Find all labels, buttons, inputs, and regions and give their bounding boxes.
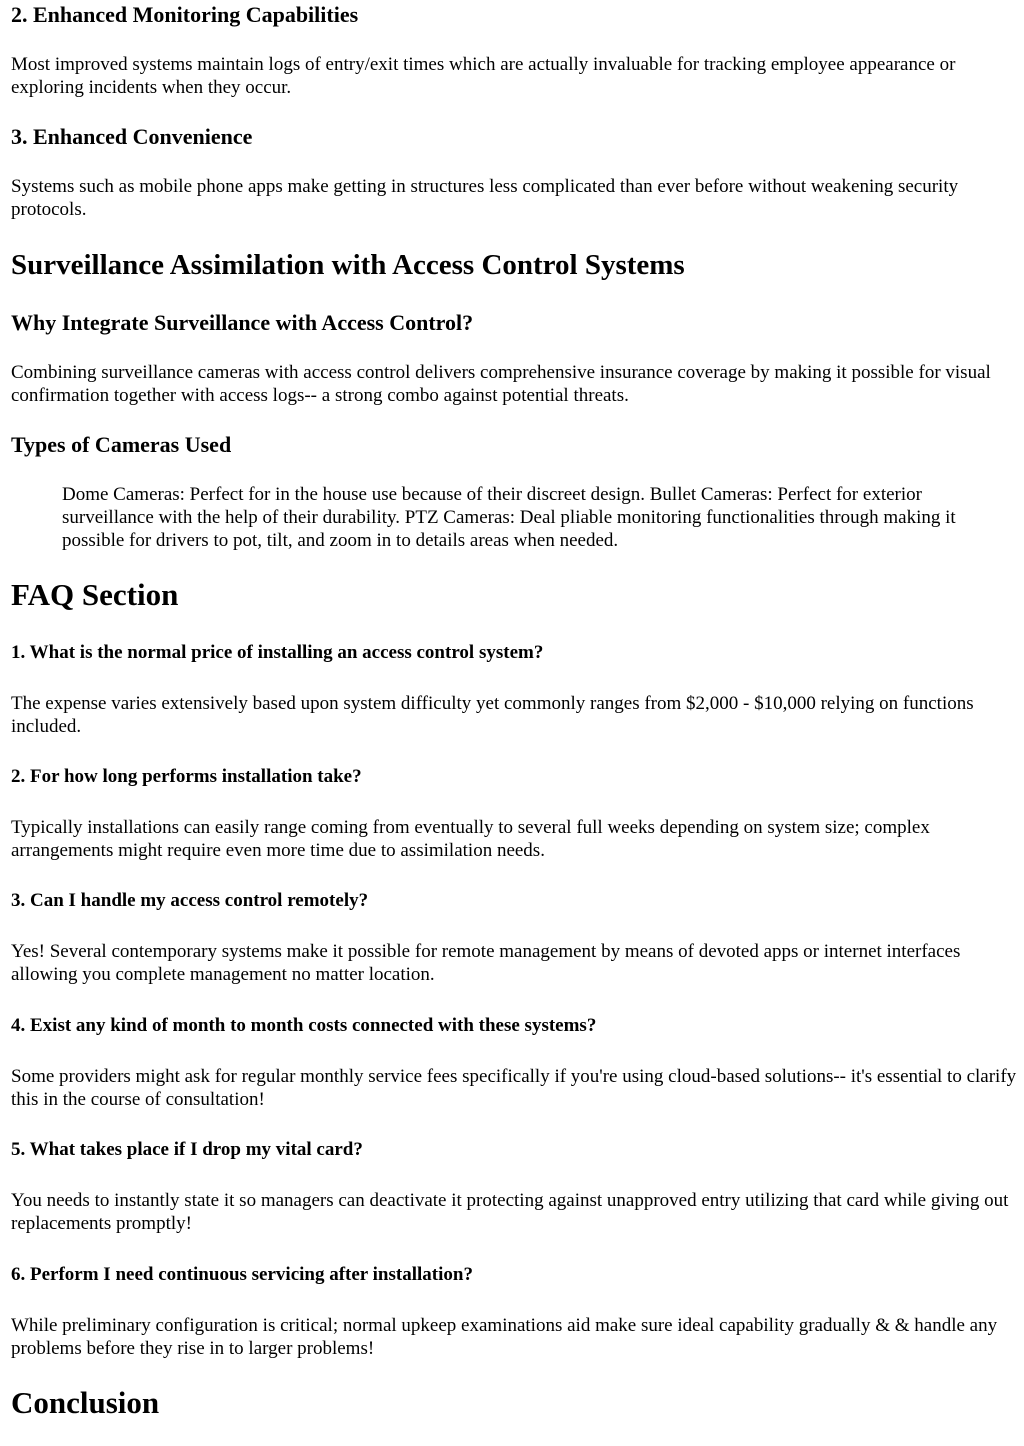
paragraph-why-integrate: Combining surveillance cameras with access control delivers comprehensive insurance coverage by making it possible for visual confirmation together with access logs-- a strong combo against potential threats.	[11, 362, 991, 406]
faq-answer: You needs to instantly state it so managers can deactivate it protecting against unapproved entry utilizing that card while giving out replacements promptly!	[11, 1190, 1009, 1234]
paragraph-enhanced-convenience: Systems such as mobile phone apps make getting in structures less complicated than ever before without weakening security protocols.	[11, 176, 959, 220]
heading-why-integrate: Why Integrate Surveillance with Access Control?	[11, 310, 474, 335]
heading-enhanced-monitoring: 2. Enhanced Monitoring Capabilities	[11, 2, 359, 27]
paragraph-enhanced-monitoring: Most improved systems maintain logs of entry/exit times which are actually invaluable for tracking employee appearance or exploring incidents when they occur.	[11, 54, 956, 98]
faq-question: 3. Can I handle my access control remotely?	[11, 890, 369, 911]
faq-question: 6. Perform I need continuous servicing after installation?	[11, 1264, 473, 1285]
faq-answer: Typically installations can easily range coming from eventually to several full weeks depending on system size; complex arrangements might require even more time due to assimilation needs.	[11, 817, 930, 861]
faq-answer: Yes! Several contemporary systems make it possible for remote management by means of devoted apps or internet interfaces allowing you complete management no matter location.	[11, 941, 961, 985]
heading-types-of-cameras: Types of Cameras Used	[11, 432, 232, 457]
blockquote-camera-types: Dome Cameras: Perfect for in the house use because of their discreet design. Bullet Cameras: Perfect for exterior surveillance with the help of their durability. PTZ Cameras: Deal pliable monitoring functionalities through making it possible for drivers to pot, tilt, and zoom in to details areas when needed.	[62, 484, 956, 551]
heading-conclusion: Conclusion	[11, 1385, 160, 1420]
heading-faq-section: FAQ Section	[11, 577, 179, 612]
faq-question: 2. For how long performs installation take?	[11, 766, 362, 787]
heading-enhanced-convenience: 3. Enhanced Convenience	[11, 124, 253, 149]
faq-answer: The expense varies extensively based upon system difficulty yet commonly ranges from $2,000 - $10,000 relying on functions included.	[11, 693, 974, 737]
faq-question: 1. What is the normal price of installing an access control system?	[11, 642, 544, 663]
faq-question: 5. What takes place if I drop my vital card?	[11, 1139, 363, 1160]
faq-answer: While preliminary configuration is critical; normal upkeep examinations aid make sure ideal capability gradually & & handle any problems before they rise in to larger problems!	[11, 1315, 998, 1359]
faq-answer: Some providers might ask for regular monthly service fees specifically if you're using cloud-based solutions-- it's essential to clarify this in the course of consultation!	[11, 1066, 1017, 1110]
faq-question: 4. Exist any kind of month to month costs connected with these systems?	[11, 1015, 597, 1036]
heading-surveillance-assimilation: Surveillance Assimilation with Access Control Systems	[11, 249, 685, 281]
